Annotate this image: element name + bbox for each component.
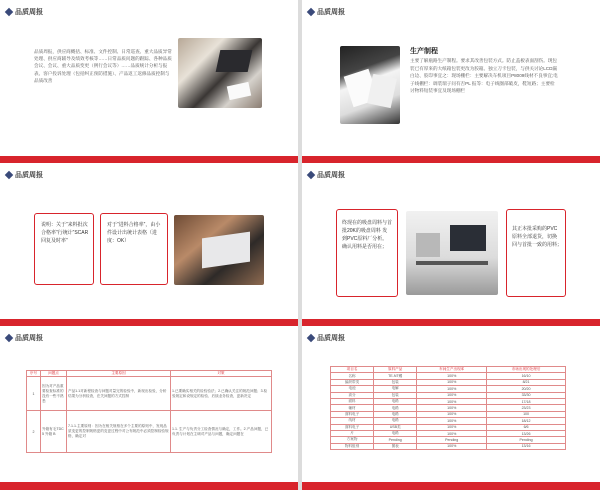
table-cell: 8/21 <box>487 379 566 385</box>
table-cell: 17/18 <box>487 398 566 404</box>
slide-header <box>6 170 43 180</box>
issues-table <box>26 370 272 453</box>
table-cell: 电池 <box>331 386 374 392</box>
documents-photo <box>340 46 400 124</box>
table-cell: 面料电子 <box>331 424 374 430</box>
slide-title: 品质周报 <box>15 9 43 16</box>
table-cell: 100% <box>417 386 487 392</box>
table-header: 原料产品 <box>374 367 417 373</box>
slide-6[interactable] <box>302 326 600 490</box>
table-cell: Pending <box>374 437 417 443</box>
office-photo <box>178 38 262 108</box>
table-header: 序号 <box>27 371 41 377</box>
diamond-icon <box>307 334 315 342</box>
slide-5[interactable] <box>0 326 298 490</box>
table-cell: 电路 <box>374 411 417 417</box>
note-text: 对于“进料合格率”，由小件设计出统计表格（进度：OK） <box>107 222 161 244</box>
table-cell: 16/10 <box>487 373 566 379</box>
slide-3[interactable] <box>0 163 298 327</box>
note-text: 终现在的吸盘周料与首批20K的吸盘周料 发到PVC原料厂分析。确认用料是否用在； <box>342 220 393 250</box>
table-cell: 100% <box>417 392 487 398</box>
table-cell: Pending <box>417 437 487 443</box>
note-text: 说明：关于“来料批次合格率”行统计“SCAR回复及时率” <box>41 222 89 244</box>
rate-table <box>330 366 566 450</box>
table-cell: 电路 <box>374 418 417 424</box>
slide-header <box>308 170 345 180</box>
table-cell: USB类 <box>374 424 417 430</box>
note-text: 其正本批采购的PVC原料全部退货，切换 回与首批一致的用料； <box>512 226 563 248</box>
table-cell: 包装 <box>374 392 417 398</box>
table-cell: 100% <box>417 418 487 424</box>
table-cell: 23/23 <box>487 405 566 411</box>
table-cell: 包装 <box>374 379 417 385</box>
table-cell: 电路 <box>374 398 417 404</box>
table-cell: 100% <box>417 443 487 449</box>
table-cell: 6/6 <box>487 424 566 430</box>
table-cell: 线材 <box>331 418 374 424</box>
table-cell: 100% <box>417 411 487 417</box>
table-cell: 片 <box>331 430 374 436</box>
table-cell: 100% <box>417 430 487 436</box>
diamond-icon <box>5 334 13 342</box>
section-heading: 生产制程 <box>410 48 438 55</box>
slide-header <box>6 333 43 343</box>
table-row: 1 因为对产品重要检查标准的没有一些不熟悉 产品1.1对新程检查与问题对量完的检验中，新现出检验，分析结果为分析检查，在关问题的方式控制 1.已要确实相关的检验验法；2.已确认关注的规范问题；3.检验规定和设规定的检验、后续业务检查，更新决定 <box>27 377 272 411</box>
table-header: 项目名 <box>331 367 374 373</box>
table-cell: 编织带类 <box>331 379 374 385</box>
table-cell: 图表 <box>374 443 417 449</box>
table-cell: 方案物 <box>331 437 374 443</box>
table-cell: 高分 <box>331 392 374 398</box>
table-cell: 100% <box>417 398 487 404</box>
note-box <box>506 209 566 297</box>
table-header: 主要原因 <box>67 371 171 377</box>
slide-title: 品质周报 <box>317 335 345 342</box>
table-cell: 电解 <box>374 386 417 392</box>
slide-title: 品质周报 <box>317 9 345 16</box>
slide-title: 品质周报 <box>317 172 345 179</box>
table-row: 2 外箱有毛TDC 5 外箱 B 7.1.1.主要原则：因为在相关规格在多个主要的原则中，发现品质变更的控制规格更的变更过程中对公布规范中必须控制检验规格，确定对 1.1. 生产与负责分工检查情况与确定，工作。2.产品问题，已负责与计划在主调对产品与问题，确定问题在 <box>27 411 272 453</box>
diamond-icon <box>307 8 315 16</box>
slide-header <box>308 333 345 343</box>
table-header: 问题点 <box>41 371 67 377</box>
table-header: 市场出现的处理后 <box>487 367 566 373</box>
slide-2[interactable] <box>302 0 600 164</box>
slide-header <box>6 7 43 17</box>
slide-4[interactable] <box>302 163 600 327</box>
table-cell: 18/12 <box>487 418 566 424</box>
slide-title: 品质周报 <box>15 335 43 342</box>
diamond-icon <box>5 8 13 16</box>
table-cell: 电路 <box>374 405 417 411</box>
table-header: 对策 <box>171 371 272 377</box>
table-cell: TE-NT螺 <box>374 373 417 379</box>
diamond-icon <box>307 171 315 179</box>
table-cell: 面料电子 <box>331 411 374 417</box>
table-header: 车间生产出现率 <box>417 367 487 373</box>
table-cell: 33/30 <box>487 392 566 398</box>
table-cell: 20/20 <box>487 386 566 392</box>
table-cell: 13/16 <box>487 443 566 449</box>
table-cell: 13/26 <box>487 430 566 436</box>
table-cell: 电路 <box>374 430 417 436</box>
slide-title: 品质周报 <box>15 172 43 179</box>
body-text: 主要了解瓶路生产制程。要求其改善包装方式。防止盖板表面刮伤。现包装已有厚來的大纸箱包装更改为胶箱。独立刀卡包装，与供关讨论LCD漏白边、胶印事宜之：现场棚栏：主要解决车机项目P8009线材不良事宜;电子线棚栏：调装瑞子问有否PL 报等：电子线圈部破皮，鞋短路；主要检讨物料短装事宜及现场棚栏 <box>410 58 558 94</box>
table-row <box>331 443 566 449</box>
diamond-icon <box>5 171 13 179</box>
desk-photo <box>406 211 498 295</box>
table-cell: 100% <box>417 373 487 379</box>
table-cell: Pending <box>487 437 566 443</box>
body-text: 品质周报，供应商概括、标准、文件控制、日常巡查、重大品质异常处理、供应商辅导及绩效考核等……日常品质问题的跟踪、各种品质会议、会议、重大品质变更（例行会议等）……品质统计分析与报表、客户投诉处理（包括纠正预防措施）、产品返工返修品质控制与品质改善 <box>34 49 172 83</box>
table-cell: 100 <box>487 411 566 417</box>
table-cell: 名称 <box>331 373 374 379</box>
laptop-photo <box>174 215 264 285</box>
table-cell: 辅材 <box>331 405 374 411</box>
table-cell: 100% <box>417 405 487 411</box>
slide-header <box>308 7 345 17</box>
slide-1[interactable] <box>0 0 298 164</box>
table-cell: 100% <box>417 379 487 385</box>
table-cell: 面料 <box>331 398 374 404</box>
table-cell: 物料组别 <box>331 443 374 449</box>
table-cell: 100% <box>417 424 487 430</box>
